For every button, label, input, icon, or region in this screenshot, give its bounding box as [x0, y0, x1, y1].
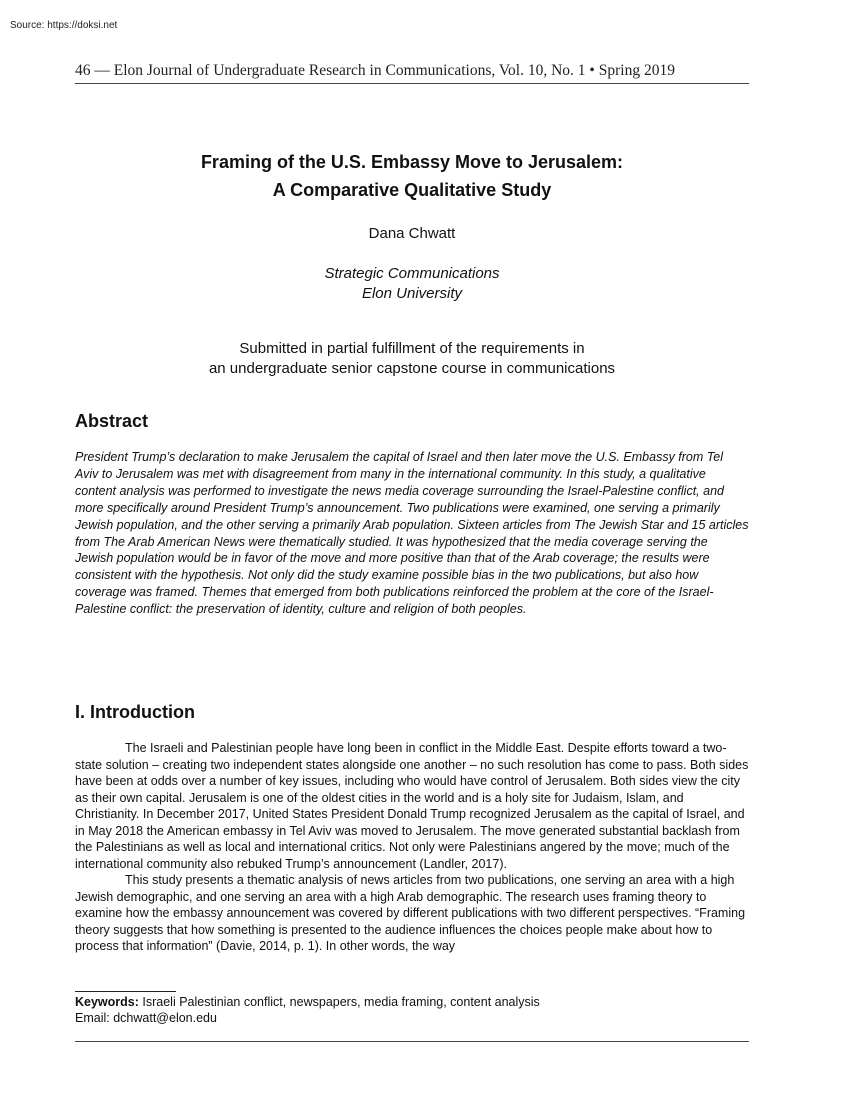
- footer-divider: [75, 1041, 749, 1042]
- source-note: Source: https://doksi.net: [10, 20, 118, 31]
- title-line-1: Framing of the U.S. Embassy Move to Jerusalem:: [200, 152, 624, 172]
- affiliation-institution: Elon University: [361, 285, 463, 302]
- abstract-heading: Abstract: [75, 411, 149, 431]
- paper-title: [75, 148, 749, 204]
- affiliation: [75, 264, 749, 304]
- submission-note: [75, 339, 749, 379]
- author-name: Dana Chwatt: [368, 225, 456, 242]
- keywords-list: Israeli Palestinian conflict, newspapers, media framing, content analysis: [142, 995, 540, 1009]
- email-address[interactable]: dchwatt@elon.edu: [113, 1011, 217, 1025]
- email-label: Email:: [75, 1011, 110, 1025]
- header-divider: [75, 83, 749, 84]
- abstract-text: President Trump’s declaration to make Jerusalem the capital of Israel and then later move the U.S. Embassy from Tel Aviv to Jerusalem was met with disagreement from many in the international community. In this study, a qualitative content analysis was performed to investigate the news media coverage surrounding the Israel-Palestine conflict, and more specifically around President Trump’s announcement. Two publications were examined, one serving a primarily Jewish population, and the other serving a primarily Arab population. Sixteen articles from The Jewish Star and 15 articles from The Arab American News were thematically studied. It was hypothesized that the media coverage serving the Jewish population would be in favor of the move and more positive than that of the Arab coverage; the results were consistent with the hypothesis. Not only did the study examine possible bias in the two publications, but also how coverage was framed. Themes that emerged from both publications reinforced the problem at the core of the Israel-Palestine conflict: the preservation of identity, culture and religion of both peoples.: [75, 450, 749, 617]
- keywords: [75, 994, 749, 1011]
- submission-line-2: an undergraduate senior capstone course in communications: [208, 360, 616, 377]
- affiliation-department: Strategic Communications: [324, 265, 500, 282]
- introduction-heading: I. Introduction: [75, 702, 195, 722]
- footnote-divider: [75, 991, 176, 992]
- introduction-body: [75, 740, 749, 955]
- author-email: [75, 1011, 217, 1025]
- keywords-label: Keywords:: [75, 995, 139, 1009]
- introduction-paragraph: This study presents a thematic analysis of news articles from two publications, one serving an area with a high Jewish demographic, and one serving an area with a high Arab demographic. The research uses framing theory to examine how the embassy announcement was covered by different publications with two different perspectives. “Framing theory suggests that how something is presented to the audience influences the choices people make about how to process that information” (Davie, 2014, p. 1). In other words, the way: [75, 873, 746, 953]
- submission-line-1: Submitted in partial fulfillment of the requirements in: [239, 340, 585, 357]
- running-head: 46 — Elon Journal of Undergraduate Research in Communications, Vol. 10, No. 1 • Spring 2019: [75, 62, 675, 79]
- introduction-paragraph: The Israeli and Palestinian people have long been in conflict in the Middle East. Despite efforts toward a two-state solution – creating two independent states alongside one another – no such resolution has come to pass. Both sides have been at odds over a number of key issues, including who would have control of Jerusalem. Both sides view the city as their own capital. Jerusalem is one of the oldest cities in the world and is a holy site for Judaism, Islam, and Christianity. In December 2017, United States President Donald Trump recognized Jerusalem as the capital of Israel, and in May 2018 the American embassy in Tel Aviv was moved to Jerusalem. The move generated substantial backlash from the Palestinians as well as local and international critics. Not only were Palestinians angered by the move; much of the international community also rebuked Trump’s announcement (Landler, 2017).: [75, 741, 749, 871]
- title-line-2: A Comparative Qualitative Study: [272, 180, 552, 200]
